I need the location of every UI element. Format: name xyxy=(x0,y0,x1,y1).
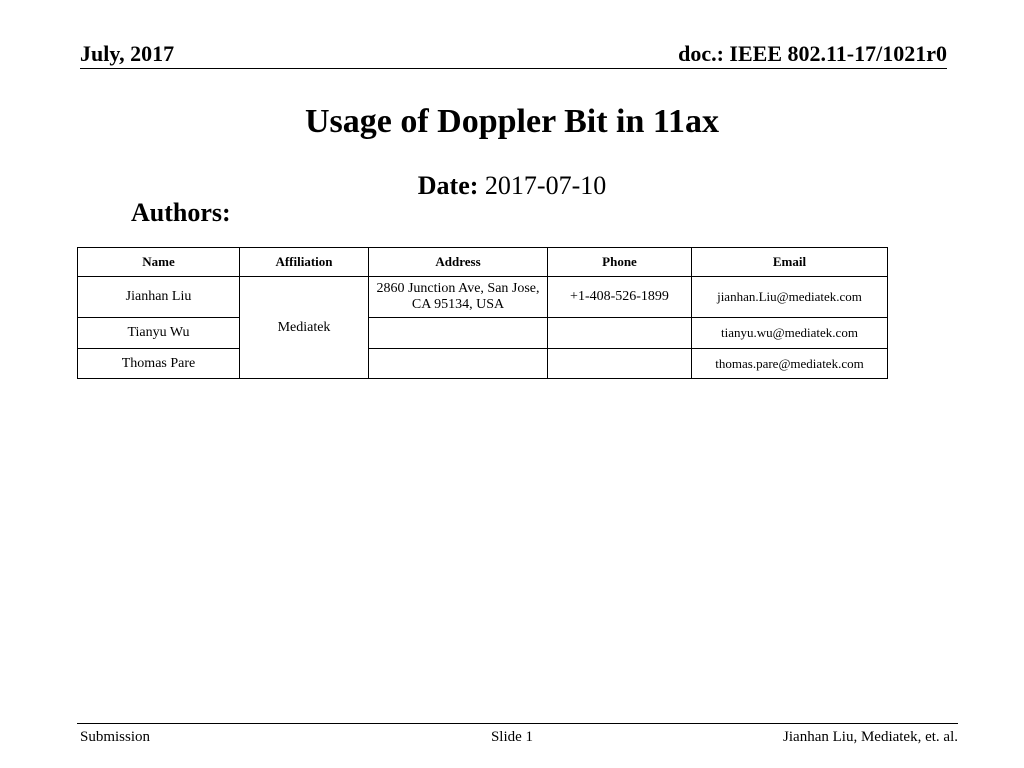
column-header-phone: Phone xyxy=(548,248,692,277)
author-address: 2860 Junction Ave, San Jose, CA 95134, USA xyxy=(369,277,548,318)
footer-authors: Jianhan Liu, Mediatek, et. al. xyxy=(783,729,958,745)
header-doc-id: doc.: IEEE 802.11-17/1021r0 xyxy=(678,41,947,66)
author-name: Jianhan Liu xyxy=(78,277,240,318)
footer-slide-number: Slide 1 xyxy=(490,729,534,745)
author-name: Tianyu Wu xyxy=(78,318,240,349)
author-email: thomas.pare@mediatek.com xyxy=(692,349,888,379)
date-label: Date: xyxy=(417,171,479,200)
table-row xyxy=(78,277,888,318)
author-email: jianhan.Liu@mediatek.com xyxy=(692,277,888,318)
table-row xyxy=(78,318,888,349)
author-phone xyxy=(548,318,692,349)
footer-submission: Submission xyxy=(80,729,151,745)
table-row xyxy=(78,349,888,379)
author-phone: +1-408-526-1899 xyxy=(548,277,692,318)
header-date: July, 2017 xyxy=(80,41,175,66)
column-header-address: Address xyxy=(369,248,548,277)
author-affiliation: Mediatek xyxy=(240,277,369,379)
column-header-name: Name xyxy=(78,248,240,277)
author-email: tianyu.wu@mediatek.com xyxy=(692,318,888,349)
column-header-email: Email xyxy=(692,248,888,277)
column-header-affiliation: Affiliation xyxy=(240,248,369,277)
footer-divider xyxy=(77,723,958,724)
author-address xyxy=(369,349,548,379)
author-address xyxy=(369,318,548,349)
table-header-row xyxy=(78,248,888,277)
author-name: Thomas Pare xyxy=(78,349,240,379)
header-divider xyxy=(80,68,947,69)
date-value: 2017-07-10 xyxy=(478,171,607,200)
authors-table xyxy=(77,247,888,379)
authors-heading: Authors: xyxy=(131,198,231,227)
slide-title: Usage of Doppler Bit in 11ax xyxy=(304,103,719,140)
author-phone xyxy=(548,349,692,379)
